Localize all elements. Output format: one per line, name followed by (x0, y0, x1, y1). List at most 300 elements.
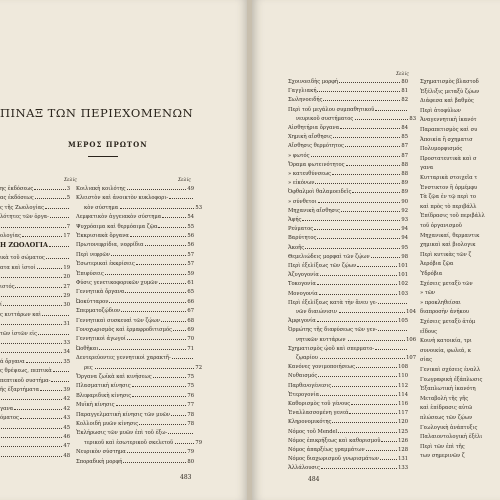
toc-entry-title: Πλασματικὴ κίνησις (76, 383, 131, 390)
dot-leader (302, 220, 400, 221)
dot-leader (136, 264, 187, 265)
toc-entry-page: 43 (63, 415, 70, 422)
toc-entry-title: Ὀφθαλμοὶ θαλαμοειδεῖς (288, 189, 352, 196)
dot-leader (1, 428, 62, 429)
dot-leader (3, 305, 62, 306)
dot-leader (338, 432, 397, 433)
dot-leader (378, 330, 407, 331)
toc-entry-page: 56 (187, 233, 194, 239)
dot-leader (345, 146, 400, 147)
toc-entry (288, 88, 408, 94)
dot-leader (319, 294, 397, 295)
dot-leader (159, 283, 187, 284)
toc-entry-title: καὶ πρὸς τὸ περιβάλλ (420, 203, 477, 210)
toc-entry-page: 57 (187, 251, 194, 258)
toc-entry-page: 54 (187, 214, 194, 221)
toc-entry (0, 443, 70, 449)
dot-leader (1, 352, 62, 353)
toc-entry-title: τερικοῦ καὶ ἐσωτερικοῦ σκελετοῦ (84, 439, 174, 446)
toc-entry-title: λότητες τῶν ὀργα- (0, 214, 49, 221)
toc-entry (288, 199, 408, 205)
toc-entry-title: Κοιλιακὴ κοιλότης (76, 186, 126, 192)
toc-entry-page: 39 (63, 387, 70, 393)
toc-entry-page: 87 (401, 152, 408, 159)
toc-entry-page: 78 (187, 421, 194, 427)
toc-entry-title: Σχέσεις μεταξὺ ἀτόμ (420, 319, 476, 325)
toc-entry-title: Πολυμορφισμός (420, 146, 463, 153)
toc-entry (76, 412, 194, 418)
toc-entry (0, 387, 70, 393)
page-number: 484 (308, 476, 320, 483)
dot-leader (116, 405, 187, 406)
toc-entry-title: Ψυχρόαιμα καὶ θερμόαιμα ζῷα (76, 223, 158, 230)
dot-leader (53, 371, 69, 372)
dot-leader (323, 100, 400, 101)
toc-entry-title: Χημικὴ αἴσθησις (288, 134, 332, 141)
toc-entry-page: 27 (63, 283, 70, 290)
toc-entry-title: Παλαιοντολογικὴ ἐξέλι (420, 434, 483, 441)
toc-entry-page: 125 (398, 428, 408, 435)
dot-leader (45, 208, 69, 209)
toc-entry-title: Ὄραμα φωτεινότητος (288, 161, 345, 168)
toc-entry (420, 281, 500, 287)
title-rule (88, 156, 118, 157)
toc-entry-page: 80 (401, 79, 408, 85)
toc-entry (76, 327, 194, 333)
dot-leader (40, 390, 62, 391)
toc-entry (76, 365, 202, 371)
dot-leader (381, 441, 397, 442)
toc-entry (288, 346, 408, 352)
toc-entry-title: Θεμελιώδεις μορφαὶ τῶν ζῴων (288, 253, 370, 260)
toc-entry-page: 89 (401, 180, 408, 187)
toc-entry-title: Παραπετισμὸς καὶ συ (420, 127, 478, 133)
toc-entry (288, 300, 408, 306)
toc-entry-title: Γεννητικὰ ὄργανα (76, 289, 125, 296)
toc-entry-title: Ἀναγεννητικὴ ἱκανότ (420, 117, 477, 124)
toc-entry (288, 429, 408, 435)
toc-entry (288, 263, 408, 269)
toc-entry-page: 117 (398, 410, 408, 417)
toc-entry-title: συνοικία, φωλεά, κ (420, 347, 471, 354)
toc-entry-title: ης ἐκδόσεως (0, 186, 34, 192)
dot-leader (341, 211, 400, 212)
toc-entry-title: νευρικοῦ συστήματος (296, 115, 354, 122)
toc-entry (288, 383, 408, 389)
toc-entry (0, 224, 70, 230)
toc-entry (420, 261, 500, 267)
dot-leader (348, 340, 406, 341)
toc-entry (0, 359, 70, 365)
toc-entry (76, 214, 194, 220)
toc-entry-page: 5 (66, 195, 70, 202)
dot-leader (132, 396, 186, 397)
dot-leader (173, 330, 186, 331)
toc-entry (420, 185, 500, 191)
dot-leader (305, 248, 400, 249)
dot-leader (346, 165, 401, 166)
toc-entry (420, 453, 500, 459)
toc-entry (76, 459, 194, 465)
toc-entry-title: κὸν σύστημα (84, 204, 119, 211)
toc-entry-page: 76 (187, 392, 194, 399)
toc-entry-title: Ἐτερογονία (288, 391, 320, 398)
toc-entry-title: Περὶ τῶν ἐπὶ τῆς (420, 443, 465, 450)
dot-leader (121, 311, 186, 312)
toc-entry (420, 98, 500, 104)
toc-entry (420, 108, 500, 114)
dot-leader (318, 202, 401, 203)
toc-entry (76, 308, 194, 314)
toc-entry (420, 137, 500, 143)
dot-leader (380, 459, 397, 460)
dot-leader (339, 82, 400, 83)
toc-entry-title: Γεννητικαὶ συσκευαὶ τῶν ζῴων (76, 317, 160, 324)
toc-entry (420, 338, 500, 344)
dot-leader (332, 422, 397, 423)
toc-entry (0, 205, 70, 211)
page-title: ΠΙΝΑΞ ΤΩΝ ΠΕΡΙΕΧΟΜΕΝΩΝ (0, 106, 194, 120)
toc-entry-title: Φύσις γενετικοφορικῶν χυμῶν (76, 280, 158, 286)
toc-entry-title: ί (0, 302, 3, 309)
dot-leader (26, 362, 63, 363)
dot-leader (1, 446, 62, 447)
toc-entry (288, 419, 408, 425)
toc-entry (76, 430, 194, 436)
dot-leader (161, 321, 187, 322)
toc-entry (288, 410, 408, 416)
dot-leader (340, 128, 400, 129)
toc-entry (76, 205, 202, 211)
toc-entry-title: Ἀκοῆς (288, 244, 305, 251)
toc-entry-title: » τῶν (420, 290, 436, 297)
toc-entry-title: Μηχανικὴ αἴσθησις (288, 207, 341, 214)
toc-entry-page: 131 (398, 456, 408, 463)
toc-entry-title: Ἐξαπλωτικὴ ἱκανότη (420, 386, 476, 393)
toc-entry (420, 242, 500, 248)
toc-entry-title: Δευτερεύοντες γεννητικοὶ χαρακτῆ- (76, 355, 171, 362)
toc-entry-title: γανα (0, 405, 14, 412)
toc-entry (420, 357, 500, 363)
dot-leader (120, 208, 194, 209)
toc-entry-title: Ἐκλήρωσις τῶν μυῶν ἐπὶ τοῦ ἐξω- (76, 430, 168, 437)
dot-leader (332, 386, 397, 387)
toc-entry-title: Νόμος διαχωρισμοῦ γνωρισμάτων (288, 456, 379, 463)
dot-leader (357, 266, 397, 267)
toc-entry (288, 373, 408, 379)
toc-entry-title: νητικῶν κυττάρων (296, 336, 346, 343)
toc-entry-page: 42 (63, 405, 70, 412)
toc-entry-title: Ὑδρόβια (420, 271, 443, 277)
dot-leader (315, 183, 400, 184)
toc-entry (76, 374, 194, 380)
dot-leader (171, 415, 186, 416)
toc-entry-page: 120 (398, 419, 408, 426)
toc-entry-title: Ἀμφιγονία (288, 318, 316, 325)
toc-entry (0, 233, 70, 239)
toc-entry (288, 125, 408, 131)
toc-entry-title: Καθορισμὸς τοῦ γένους (288, 401, 351, 407)
toc-entry (288, 235, 408, 241)
dot-leader (162, 217, 186, 218)
toc-entry-page: 98 (401, 253, 408, 260)
toc-entry (288, 327, 408, 333)
toc-entry-page: 88 (401, 171, 408, 177)
dot-leader (175, 443, 194, 444)
dot-leader (1, 343, 62, 344)
toc-entry (0, 242, 70, 248)
toc-entry-title: Κλειστὸν καὶ ἀνοικτὸν κυκλοφορι- (76, 195, 169, 202)
toc-entry-title: Ἁφής (288, 217, 302, 223)
toc-entry-page: 112 (398, 382, 408, 389)
toc-entry-page: 104 (406, 309, 416, 315)
toc-entry-title: σίας (420, 357, 432, 364)
toc-entry (76, 224, 194, 230)
toc-entry (288, 245, 408, 251)
toc-entry-title: ά ὄργανα (0, 358, 25, 365)
toc-entry-title: Βαρύτητος (288, 235, 317, 242)
toc-entry (0, 331, 70, 337)
toc-entry-page: 101 (398, 272, 408, 279)
toc-entry-page: 75 (187, 383, 194, 390)
toc-entry (288, 226, 408, 232)
toc-entry (76, 195, 194, 201)
toc-entry (76, 355, 194, 361)
toc-entry (288, 208, 408, 214)
toc-entry-title: Ἐναλλασσομένη γενεά (288, 410, 349, 417)
toc-entry-title: Αἰσθητήρια ὄργανα (288, 125, 340, 131)
toc-entry (420, 271, 500, 277)
toc-entry-title: ς τῆς Ζωολογίας (0, 204, 44, 211)
toc-entry-page: 83 (409, 115, 416, 122)
toc-entry-page: 93 (401, 217, 408, 223)
toc-entry-title: » κατευθύνσεως (288, 171, 332, 177)
toc-entry-page: 89 (401, 189, 408, 196)
toc-entry (288, 97, 408, 103)
toc-entry (288, 107, 408, 113)
toc-entry-page: 128 (398, 447, 408, 453)
toc-entry-title: των σημερινῶν ζ (420, 453, 465, 460)
toc-entry-title: ς κυττάρων καὶ (0, 311, 42, 318)
toc-entry-title: Αἴσθησις θερμότητος (288, 143, 344, 150)
toc-entry-page: 31 (63, 321, 70, 328)
toc-entry-title: Ἐσωτερικαὶ ἐκκρίσεις (76, 261, 135, 268)
toc-entry-title: Κανόνες γονιμοποιήσεως (288, 364, 355, 371)
page-number: 483 (180, 474, 192, 481)
toc-entry (76, 383, 194, 389)
toc-entry (76, 402, 194, 408)
dot-leader (371, 257, 401, 258)
toc-entry (288, 318, 408, 324)
dot-leader (317, 238, 400, 239)
toc-entry-page: 3 (66, 186, 70, 192)
toc-entry-title: Περὶ ἀτοφύλων (420, 107, 461, 114)
toc-entry-page: 71 (187, 345, 194, 352)
toc-entry (420, 434, 500, 440)
toc-entry (420, 405, 500, 411)
toc-entry-title: Η ΖΩΟΛΟΓΙΑ (0, 241, 49, 250)
toc-entry (0, 195, 70, 201)
toc-entry (288, 291, 408, 297)
toc-entry-page: 79 (195, 439, 202, 446)
toc-entry (420, 290, 500, 296)
toc-entry (0, 349, 70, 355)
toc-entry-page: 49 (187, 186, 194, 192)
toc-entry-title: διαπροσὴν ἀνήκου (420, 309, 469, 316)
dot-leader (1, 437, 62, 438)
dot-leader (378, 303, 407, 304)
dot-leader (130, 236, 186, 237)
toc-entry (288, 153, 408, 159)
toc-entry-page: 92 (401, 207, 408, 214)
dot-leader (352, 192, 400, 193)
toc-entry-page: 29 (63, 293, 70, 299)
dot-leader (317, 284, 397, 285)
toc-entry-page: 87 (401, 143, 408, 150)
part-title: ΜΕΡΟΣ ΠΡΩΤΟΝ (68, 140, 148, 149)
toc-entry (0, 255, 70, 261)
toc-entry-page: 69 (187, 327, 194, 333)
toc-entry (0, 434, 70, 440)
dot-leader (314, 229, 400, 230)
dot-leader (1, 324, 62, 325)
toc-entry-title: Ἀλλάλουσις (288, 465, 320, 472)
toc-entry (420, 444, 500, 450)
toc-entry (420, 79, 500, 85)
toc-entry (420, 175, 500, 181)
toc-entry-title: Μυϊκὴ κίνησις (76, 402, 115, 409)
toc-entry-page: 80 (187, 458, 194, 465)
dot-leader (339, 312, 405, 313)
toc-entry (76, 318, 194, 324)
toc-entry (288, 116, 416, 122)
toc-entry-page: 75 (187, 374, 194, 380)
toc-entry-title: Παρθενογένεσις (288, 382, 332, 389)
dot-leader (46, 258, 69, 259)
toc-entry-title: ρες (84, 364, 93, 371)
toc-entry-title: τῶν ἱστῶν εἰς (0, 330, 38, 337)
toc-entry-title: Κολλοιδὴ μυῶν κίνησις (76, 421, 139, 427)
toc-entry (288, 143, 408, 149)
toc-entry (288, 134, 408, 140)
toc-entry (288, 189, 408, 195)
toc-entry-title: Διάφεσα καὶ βαθμὸς (420, 98, 474, 105)
toc-entry-title: Γαγγλιακή (288, 88, 317, 95)
toc-entry (76, 346, 194, 352)
toc-entry-page: 102 (398, 281, 408, 288)
toc-entry (420, 127, 500, 133)
toc-entry-page: 82 (401, 97, 408, 104)
toc-entry-title: ῆς ἐξαρτήματα (0, 387, 40, 393)
toc-entry (420, 367, 500, 373)
toc-entry-title: Προστατευτικὰ καὶ σ (420, 155, 477, 162)
dot-leader (109, 302, 186, 303)
toc-entry (420, 213, 500, 219)
dot-leader (375, 110, 407, 111)
dot-leader (111, 255, 187, 256)
toc-entry-title: ας ἐκδόσεως (0, 195, 34, 202)
toc-entry (0, 415, 70, 421)
toc-entry (420, 89, 500, 95)
dot-leader (318, 376, 397, 377)
toc-entry-page: 116 (398, 401, 408, 407)
toc-entry-page: 42 (63, 396, 70, 403)
toc-entry (420, 386, 500, 392)
toc-entry (76, 271, 194, 277)
dot-leader (351, 404, 397, 405)
toc-entry (420, 396, 500, 402)
dot-leader (42, 315, 69, 316)
dot-leader (333, 137, 400, 138)
dot-leader (158, 227, 186, 228)
toc-entry-title: Γονοχωρισμὸς καὶ ἑρμαφροδιτισμός (76, 327, 172, 333)
toc-entry-page: 65 (187, 289, 194, 296)
toc-entry (420, 204, 500, 210)
toc-entry (76, 299, 194, 305)
toc-entry-page: 45 (63, 424, 70, 431)
toc-entry-title: Περὶ νεφρῶν (76, 251, 110, 258)
toc-entry-title: Ὁρμώτης τῆς διαφύσεως τῶν γεν- (288, 327, 378, 334)
toc-entry (420, 233, 500, 239)
toc-entry-title: Ἐπιφύσεις (76, 270, 104, 277)
toc-entry (288, 355, 416, 361)
toc-entry (420, 377, 500, 383)
toc-entry-page: 107 (406, 355, 416, 361)
toc-entry (76, 233, 194, 239)
toc-entry-title: Γεωλογικὴ ἀνάπτυξις (420, 424, 478, 431)
toc-entry-page: 57 (187, 261, 194, 268)
toc-entry (420, 165, 500, 171)
toc-entry (0, 302, 70, 308)
toc-entry-title: Σχοινοειδὴς μορφή (288, 79, 339, 85)
toc-entry-title: Ἀποικία ἢ σχηματισ (420, 136, 473, 143)
toc-entry (0, 214, 70, 220)
toc-entry-page: 103 (398, 290, 408, 297)
toc-entry-title: Ὠοκύτταρον (76, 298, 109, 305)
dot-leader (95, 368, 195, 369)
toc-entry-title: Γενικαὶ σχέσεις ἐναλλ (420, 367, 481, 373)
dot-leader (1, 277, 62, 278)
toc-entry-title: ικὰ τοῦ σώματος (0, 255, 45, 262)
toc-entry-title: ατα καὶ ἱστοί (0, 264, 36, 271)
left-page (0, 0, 248, 500)
toc-entry (76, 252, 194, 258)
toc-entry-page: 105 (398, 318, 408, 325)
dot-leader (15, 287, 62, 288)
dot-leader (1, 456, 62, 457)
toc-entry-title: εἴδους (420, 328, 438, 335)
dot-leader (172, 358, 193, 359)
toc-entry (288, 79, 408, 85)
toc-entry (288, 337, 416, 343)
toc-entry-page: 67 (187, 308, 194, 315)
toc-entry-title: πεπτικοῦ συστήμα- (0, 377, 51, 384)
toc-entry-page: 20 (63, 274, 70, 281)
toc-entry-page: 48 (63, 452, 70, 459)
toc-entry-page: 110 (398, 373, 408, 380)
toc-entry-page: 84 (401, 125, 408, 131)
toc-entry (288, 456, 408, 462)
toc-entry-title: τοῦ ὀργανισμοῦ (420, 223, 462, 229)
toc-entry (0, 312, 70, 318)
toc-entry-title: γανα (420, 165, 434, 172)
toc-entry (288, 465, 408, 471)
toc-entry (420, 194, 500, 200)
right-page (252, 0, 500, 500)
dot-leader (51, 381, 69, 382)
toc-entry-page: 7 (66, 223, 70, 230)
toc-entry (0, 368, 70, 374)
